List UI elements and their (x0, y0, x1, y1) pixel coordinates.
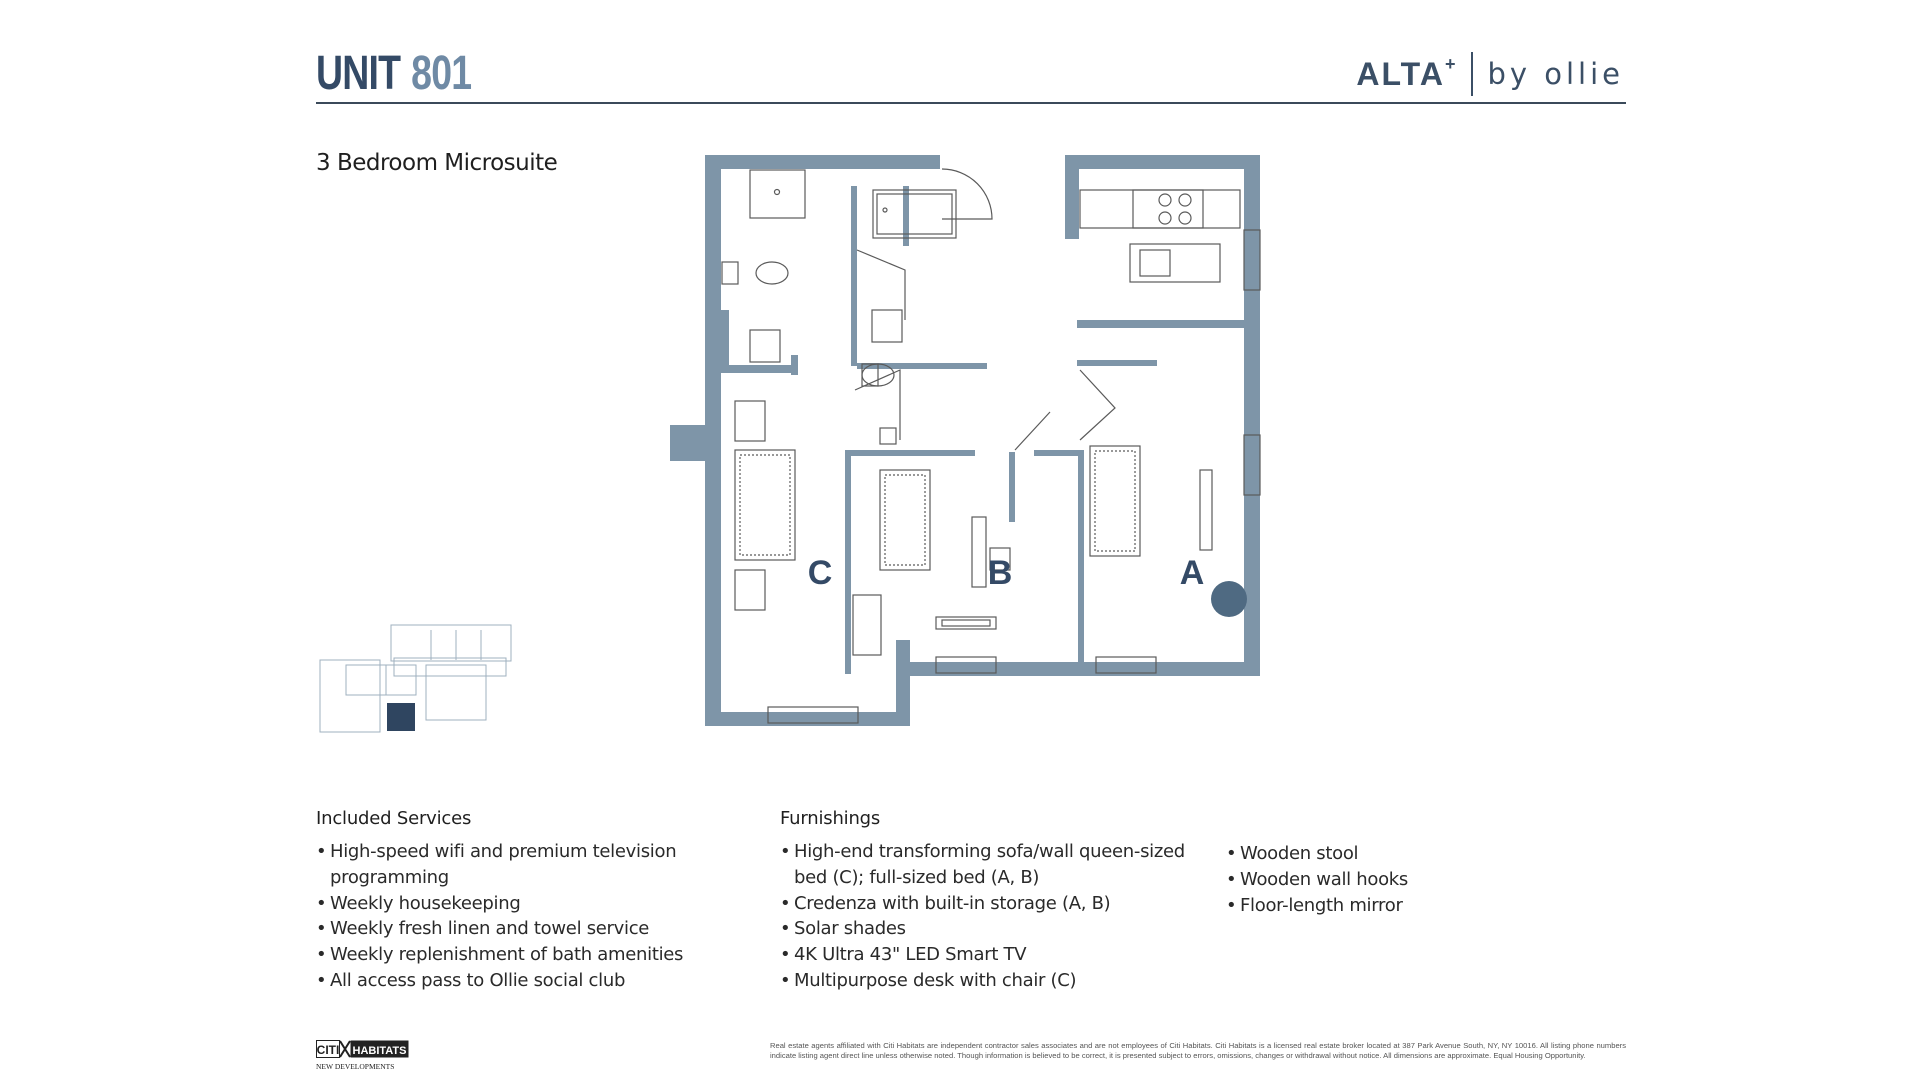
header-rule (316, 102, 1626, 104)
legal-disclaimer: Real estate agents affiliated with Citi Habitats are independent contractor sales associates and are not employees of Citi Habitats. Citi Habitats is a licensed real estate broker located at 387 Park Avenue South, NY, NY 10016. All listing phone numbers indicate listing agent direct line unless otherwise noted. Though information is believed to be correct, it is presented subject to errors, omissions, changes or withdrawal without notice. All dimensions are approximate. Equal Housing Opportunity. (770, 1041, 1626, 1060)
included-services-title: Included Services (316, 808, 472, 829)
list-item: • All access pass to Ollie social club (316, 968, 736, 994)
furnishings (780, 808, 1220, 994)
unit-type: 3 Bedroom Microsuite (316, 150, 558, 176)
unit-title (316, 46, 471, 101)
furnishings-title: Furnishings (780, 808, 881, 829)
citi-habitats-logo (316, 1040, 416, 1072)
brand-divider (1471, 52, 1473, 96)
list-item: • High-speed wifi and premium television programming (316, 839, 736, 891)
logo-subtitle: NEW DEVELOPMENTS (316, 1062, 395, 1071)
list-item: • Weekly housekeeping (316, 891, 736, 917)
logo-citi: CITI (316, 1043, 340, 1057)
list-item: • Solar shades (780, 916, 1220, 942)
brand-name: ALTA (1356, 55, 1445, 92)
list-item: • 4K Ultra 43" LED Smart TV (780, 942, 1220, 968)
list-item: • Wooden stool (1226, 841, 1446, 867)
room-label-c: C (807, 554, 833, 592)
list-item: • Floor-length mirror (1226, 893, 1446, 919)
floor-plan (660, 150, 1300, 735)
key-plan (316, 620, 521, 735)
furnishings-column-2 (1226, 841, 1446, 918)
list-item: • Weekly fresh linen and towel service (316, 916, 736, 942)
list-item: • Credenza with built-in storage (A, B) (780, 891, 1220, 917)
unit-number: 801 (411, 47, 472, 100)
included-services-list (316, 839, 736, 994)
brand-by-ollie: by ollie (1487, 57, 1624, 91)
list-item: • High-end transforming sofa/wall queen-sized bed (C); full-sized bed (A, B) (780, 839, 1220, 891)
brand-plus: + (1444, 53, 1456, 74)
list-item: • Multipurpose desk with chair (C) (780, 968, 1220, 994)
list-item: • Wooden wall hooks (1226, 867, 1446, 893)
logo-habitats: HABITATS (352, 1045, 407, 1057)
round-table (1211, 581, 1247, 617)
list-item: • Weekly replenishment of bath amenities (316, 942, 736, 968)
room-label-a: A (1179, 554, 1205, 592)
furnishings-list-2 (1226, 841, 1446, 918)
included-services (316, 808, 736, 994)
furnishings-list (780, 839, 1220, 994)
fixtures (722, 169, 1260, 723)
room-label-b: B (987, 554, 1013, 592)
unit-word: UNIT (316, 47, 401, 100)
unit-location-highlight (387, 703, 415, 731)
brand-logo (1356, 52, 1624, 96)
